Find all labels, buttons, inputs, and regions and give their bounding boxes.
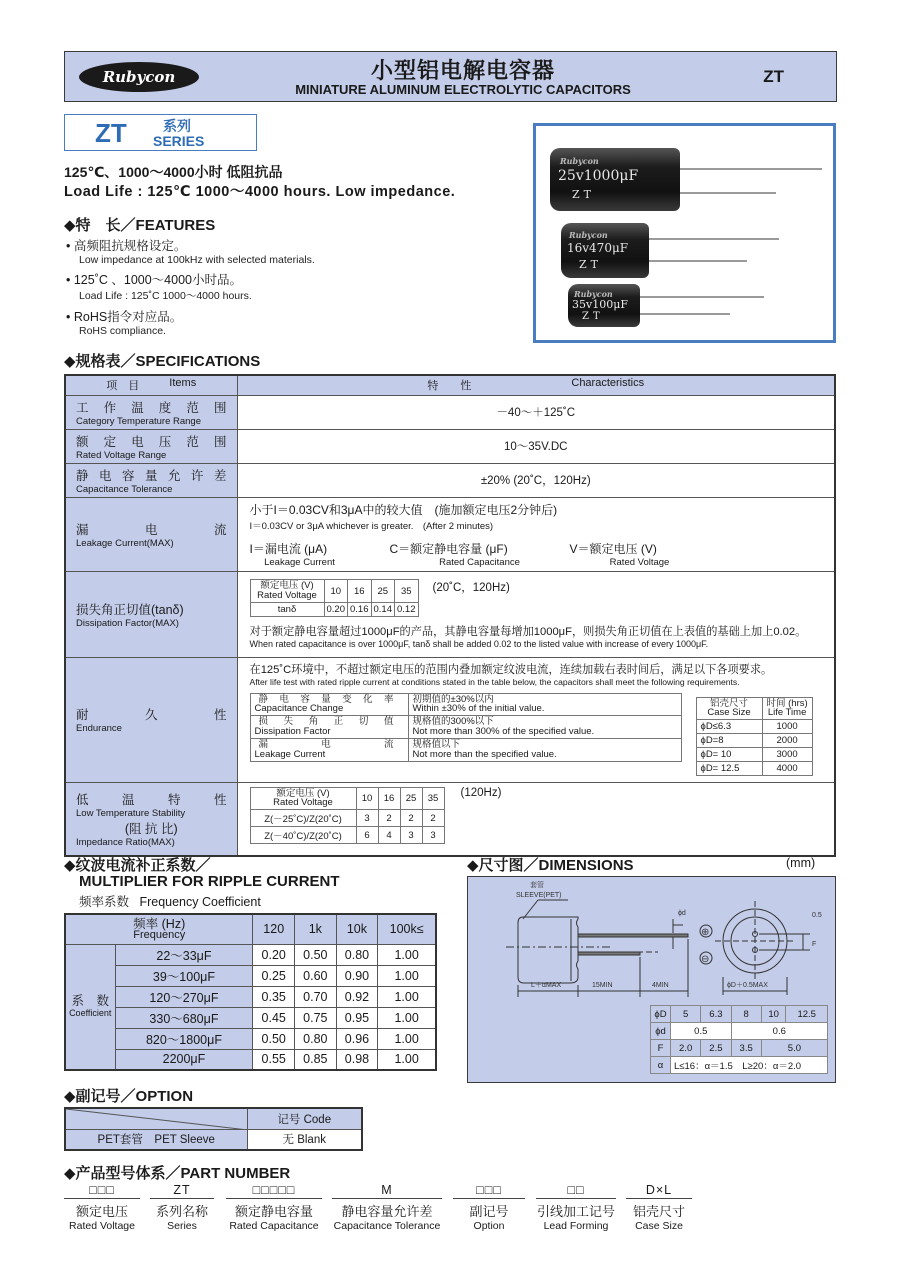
dimensions-title: ◆尺寸图／DIMENSIONS	[467, 857, 634, 874]
diagonal-divider	[66, 1109, 248, 1130]
char-header-cn: 特 性	[427, 380, 472, 393]
header-title-cn: 小型铝电解电容器	[370, 58, 555, 83]
subtitle-cn: 125℃、1000～4000小时 低阻抗品	[64, 164, 283, 180]
ripple-row: 820～1800μF 0.50 0.80 0.96 1.00	[65, 1028, 436, 1049]
endurance-requirements-table: 静 电 容 量 变 化 率 Capacitance Change 初期值的±30%以内 Within ±30% of the initial value. 损 失 角 正 切 值 Dissipation Factor 规格值的300%以下 Not more than 300% of the specified value. 漏 电 流 Leakage Current 规格值以下 Not more than the specified value.	[250, 693, 682, 763]
lead-diameter-label: ϕd	[678, 910, 686, 917]
ripple-title-en: MULTIPLIER FOR RIPPLE CURRENT	[79, 873, 340, 890]
plus-icon: ⊕	[701, 927, 710, 938]
spec-value-tolerance: ±20% (20˚C，120Hz)	[237, 463, 835, 497]
endurance-condition-cn: 在125˚C环境中，不超过额定电压的范围内叠加额定纹波电流，连续加载右表时间后，满足以下各项要求。	[249, 663, 773, 676]
feature-en: Low impedance at 100kHz with selected materials.	[79, 254, 315, 266]
frequency-header-cn: 频率 (Hz)	[133, 916, 186, 931]
lead-wire	[634, 296, 764, 298]
leakage-formula-cn: 小于I＝0.03CV和3μA中的较大值 (施加额定电压2分钟后)	[249, 502, 558, 517]
spec-row-voltage	[65, 429, 835, 463]
spec-row-leakage	[65, 497, 835, 571]
ripple-row: 120～270μF 0.35 0.70 0.92 1.00	[65, 986, 436, 1007]
series-label-en: SERIES	[153, 133, 205, 149]
part-number-segment: M 静电容量允许差 Capacitance Tolerance	[333, 1183, 441, 1232]
frequency-header-en: Frequency	[133, 929, 186, 941]
spec-row-temperature	[65, 395, 835, 429]
coefficient-label-cn: 系 数	[71, 993, 109, 1008]
lead-wire	[634, 313, 730, 315]
capacitor-medium: Rubycon 16v470μF ZT	[561, 223, 649, 278]
page-header	[64, 51, 837, 102]
endurance-condition-en: After life test with rated ripple current at conditions stated in the table below, the capacitors shall meet the following requirements.	[249, 676, 740, 687]
part-number-segment: D×L 铝壳尺寸 Case Size	[626, 1183, 692, 1232]
feature-item: • RoHS指令对应品。 RoHS compliance.	[66, 307, 315, 337]
capacitor-small: Rubycon 35v100μF ZT	[568, 284, 640, 327]
spec-label-cn: 耐 久 性	[76, 708, 227, 722]
spec-label-en: Category Temperature Range	[76, 415, 201, 427]
dimensions-unit: (mm)	[786, 856, 816, 870]
features-title: ◆特 长／FEATURES	[64, 217, 216, 234]
spec-label-cn: 低 温 特 性	[76, 792, 227, 807]
dissipation-note-en: When rated capacitance is over 1000μF, tanδ shall be added 0.02 to the listed value with increase of every 1000μF.	[249, 638, 709, 649]
diameter-label: ϕD＋0.5MAX	[727, 982, 768, 989]
part-number-title: ◆产品型号体系／PART NUMBER	[64, 1165, 291, 1182]
endurance-life-table: 铝壳尺寸 Case Size 时间 (hrs) Life Time ϕD≤6.3 1000 ϕD=8 2000 ϕD= 10 3000 ϕD= 12.5 4000	[696, 697, 813, 777]
lead-4min-label: 4MIN	[652, 982, 669, 989]
ripple-row: 系 数 Coefficient 22～33μF 0.20 0.50 0.80 1.00	[65, 944, 436, 965]
lead-wire	[676, 168, 822, 170]
spec-row-dissipation	[65, 571, 835, 657]
sleeve-label-en: SLEEVE(PET)	[516, 892, 562, 899]
spec-label-cn: 静 电 容 量 允 许 差	[76, 468, 227, 483]
option-code-header: 记号 Code	[247, 1108, 362, 1129]
pitch-tolerance-label: 0.5	[812, 912, 822, 919]
part-number-segment: □□□ 副记号 Option	[453, 1183, 525, 1232]
part-number-segment: ZT 系列名称 Series	[150, 1183, 214, 1232]
spec-label-en: Leakage Current(MAX)	[76, 537, 174, 549]
spec-label-en: Capacitance Tolerance	[76, 483, 173, 495]
leakage-definitions: I＝漏电流 (μA) Leakage Current C＝额定静电容量 (μF) Rated Capacitance V＝额定电压 (V) Rated Voltage	[249, 541, 670, 568]
specifications-title: ◆规格表／SPECIFICATIONS	[64, 353, 261, 370]
lead-wire	[641, 238, 779, 240]
spec-label-en: Rated Voltage Range	[76, 449, 167, 461]
ripple-title-cn: ◆纹波电流补正系数／	[64, 857, 211, 874]
feature-en: Load Life : 125˚C 1000～4000 hours.	[79, 290, 252, 302]
dimensions-table: ϕD 5 6.3 8 10 12.5 ϕd 0.5 0.6 F 2.0 2.5 3.5 5.0 α L≤16：α＝1.5 L≥20：α＝2.0	[650, 1005, 828, 1074]
option-table	[64, 1107, 363, 1151]
items-header-cn: 项 目	[106, 380, 140, 393]
spec-row-endurance	[65, 657, 835, 782]
length-label: L＋αMAX	[531, 982, 562, 989]
dissipation-table: 额定电压 (V) Rated Voltage 10 16 25 35 tanδ 0.20 0.16 0.14 0.12	[250, 579, 419, 617]
spec-label-cn: 额 定 电 压 范 围	[76, 434, 227, 449]
spec-label-cn: 损失角正切值(tanδ)	[76, 602, 184, 617]
dissipation-condition: (20˚C，120Hz)	[432, 582, 510, 595]
coefficient-label-en: Coefficient	[69, 1007, 112, 1018]
option-code: 无 Blank	[247, 1129, 362, 1150]
ripple-row: 2200μF 0.55 0.85 0.98 1.00	[65, 1049, 436, 1070]
capacitor-large: Rubycon 25v1000μF ZT	[550, 148, 680, 211]
spec-label-en: Low Temperature Stability	[76, 807, 186, 819]
spec-label-cn: 漏 电 流	[76, 522, 227, 537]
char-header-en: Characteristics	[571, 377, 645, 390]
spec-value-temperature: －40～＋125˚C	[237, 395, 835, 429]
lead-wire	[676, 192, 776, 194]
lead-wire	[641, 260, 747, 262]
spec-row-low-temperature	[65, 782, 835, 856]
header-series-code: ZT	[763, 67, 784, 86]
series-badge	[64, 114, 257, 151]
feature-cn: 125˚C 、1000～4000小时品。	[73, 273, 242, 287]
pitch-label: F	[812, 941, 817, 948]
spec-label-cn2: (阻 抗 比)	[124, 821, 178, 836]
features-list	[66, 236, 315, 337]
spec-label-cn: 工 作 温 度 范 围	[76, 400, 227, 415]
series-label-cn: 系列	[163, 118, 191, 134]
part-number-segment: □□ 引线加工记号 Lead Forming	[536, 1183, 615, 1232]
lead-15min-label: 15MIN	[592, 982, 613, 989]
option-title: ◆副记号／OPTION	[64, 1088, 194, 1105]
part-number-segment: □□□□□ 额定静电容量 Rated Capacitance	[226, 1183, 322, 1232]
rubycon-logo: Rubycon	[79, 62, 199, 92]
dimensions-panel	[467, 876, 836, 1083]
specifications-table	[64, 374, 836, 857]
low-temperature-condition: (120Hz)	[460, 786, 502, 799]
series-code: ZT	[95, 118, 127, 148]
ripple-row: 39～100μF 0.25 0.60 0.90 1.00	[65, 965, 436, 986]
product-photo	[533, 123, 836, 343]
feature-cn: RoHS指令对应品。	[73, 310, 183, 324]
leakage-formula-en: I＝0.03CV or 3μA whichever is greater. (After 2 minutes)	[249, 520, 494, 532]
ripple-subtitle: 频率系数 Frequency Coefficient	[79, 895, 261, 909]
minus-icon: ⊖	[701, 954, 710, 965]
subtitle-en: Load Life : 125℃ 1000～4000 hours. Low impedance.	[64, 184, 456, 200]
feature-cn: 高频阻抗规格设定。	[73, 239, 187, 253]
capacitor-outline	[518, 917, 578, 983]
dimension-drawing	[468, 877, 834, 997]
header-title-en: MINIATURE ALUMINUM ELECTROLYTIC CAPACITORS	[295, 82, 631, 97]
items-header-en: Items	[169, 377, 197, 390]
spec-label-en2: Impedance Ratio(MAX)	[76, 836, 175, 848]
ripple-multiplier-table: 频率 (Hz) Frequency 120 1k 10k 100k≤ 系 数 Coefficient 22～33μF 0.20 0.50 0.80 1.00 39～100μF 0.25 0.60 0.90 1.00 120～270μF 0.35 0.70 0.92 1.00 330～680μF 0.45 0.75 0.95 1.00 820～1800μF 0.50 0.80 0.96 1.00 2200μF 0.55 0.85 0.98 1.00	[64, 913, 437, 1071]
spec-value-voltage: 10～35V.DC	[237, 429, 835, 463]
spec-row-tolerance	[65, 463, 835, 497]
low-temperature-table: 额定电压 (V) Rated Voltage 10 16 25 35 Z(－25˚C)/Z(20˚C) 3 2 2 2 Z(－40˚C)/Z(20˚C) 6 4 3 3	[250, 787, 445, 845]
option-item: PET套管 PET Sleeve	[65, 1129, 247, 1150]
spec-label-en: Endurance	[76, 723, 122, 734]
ripple-row: 330～680μF 0.45 0.75 0.95 1.00	[65, 1007, 436, 1028]
feature-item: • 高频阻抗规格设定。 Low impedance at 100kHz with selected materials.	[66, 239, 315, 266]
feature-item: • 125˚C 、1000～4000小时品。 Load Life : 125˚C 1000～4000 hours.	[66, 270, 315, 303]
spec-label-en: Dissipation Factor(MAX)	[76, 617, 179, 629]
feature-en: RoHS compliance.	[79, 325, 166, 337]
dissipation-note-cn: 对于额定静电容量超过1000μF的产品，其静电容量每增加1000μF，则损失角正切值在上表值的基础上加上0.02。	[249, 625, 807, 638]
part-number-segment: □□□ 额定电压 Rated Voltage	[64, 1183, 140, 1232]
spec-header-row	[65, 375, 835, 395]
sleeve-label-cn: 套管	[530, 882, 544, 889]
